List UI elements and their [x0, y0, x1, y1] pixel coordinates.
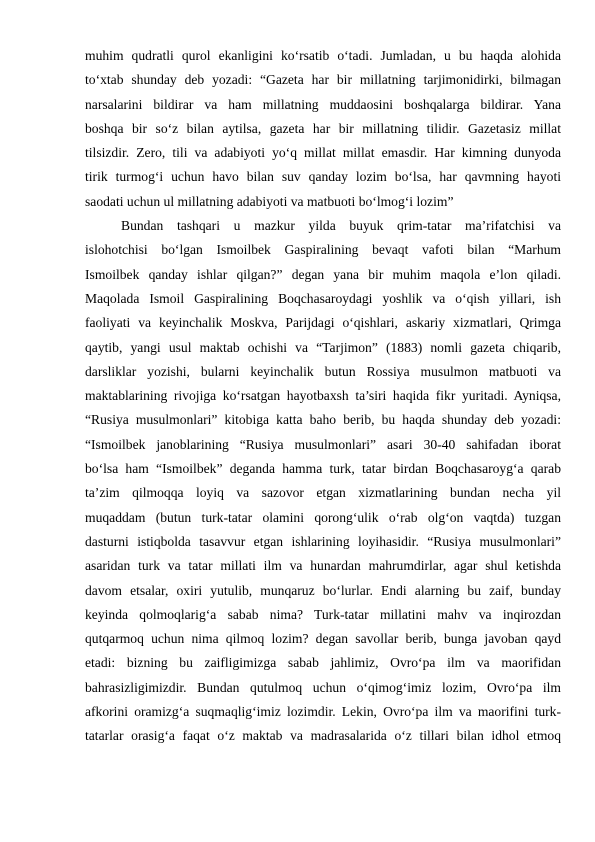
text-line: Maqolada Ismoil Gaspiralining Boqchasaroydagi yoshlik va o‘qish yillari, ish: [85, 290, 561, 306]
text-line: faoliyati va keyinchalik Moskva, Parijdagi o‘qishlari, askariy xizmatlari, Qrimga: [85, 315, 561, 331]
paragraph-2: [85, 214, 561, 749]
document-page: [85, 44, 561, 749]
text-line: ta’zim qilmoqqa loyiq va sazovor etgan xizmatlarining bundan necha yil: [85, 485, 561, 501]
text-line: bahrasizligimizdir. Bundan qutulmoq uchun o‘qimog‘imiz lozim, Ovro‘pa ilm: [85, 679, 561, 695]
text-line: tatarlar orasig‘a faqat o‘z maktab va madrasalarida o‘z tillari bilan idhol etmoq: [85, 728, 561, 744]
text-line: keyinda qolmoqlarig‘a sabab nima? Turk-tatar millatini mahv va inqirozdan: [85, 606, 561, 622]
text-line: qaytib, yangi usul maktab ochishi va “Tarjimon” (1883) nomli gazeta chiqarib,: [85, 339, 561, 355]
text-line: darsliklar yozishi, bularni keyinchalik butun Rossiya musulmon matbuoti va: [85, 363, 561, 379]
text-line: muhim qudratli qurol ekanligini ko‘rsatib o‘tadi. Jumladan, u bu haqda alohida: [85, 48, 561, 63]
text-line: davom etsalar, oxiri yutulib, munqaruz bo‘lurlar. Endi alarning bu zaif, bunday: [85, 582, 561, 598]
text-line: maktablarining rivojiga ko‘rsatgan hayotbaxsh ta’siri haqida fikr yuritadi. Ayniqsa,: [85, 388, 561, 404]
text-line: qutqarmoq uchun nima qilmoq lozim? degan savollar berib, bunga javoban qayd: [85, 631, 561, 647]
text-line: muqaddam (butun turk-tatar olamini qorong‘ulik o‘rab olg‘on vaqtda) tuzgan: [85, 509, 561, 525]
text-line: bo‘lsa ham “Ismoilbek” deganda hamma turk, tatar birdan Boqchasaroyg‘a qarab: [85, 461, 561, 477]
text-line: “Rusiya musulmonlari” kitobiga katta baho berib, bu haqda shunday deb yozadi:: [85, 412, 561, 428]
paragraph-1: [85, 44, 561, 214]
text-line: tirik turmog‘i uchun havo bilan suv qanday lozim bo‘lsa, har qavmning hayoti: [85, 169, 561, 185]
text-line: tilsizdir. Zero, tili va adabiyoti yo‘q millat millat emasdir. Har kimning dunyoda: [85, 145, 561, 161]
text-line: islohotchisi bo‘lgan Ismoilbek Gaspiralining bevaqt vafoti bilan “Marhum: [85, 242, 561, 258]
text-line: boshqa bir so‘z bilan aytilsa, gazeta har bir millatning tilidir. Gazetasiz millat: [85, 120, 561, 136]
text-line: Ismoilbek qanday ishlar qilgan?” degan yana bir muhim maqola e’lon qiladi.: [85, 266, 561, 282]
text-line: narsalarini bildirar va ham millatning muddaosini boshqalarga bildirar. Yana: [85, 96, 561, 112]
text-line: to‘xtab shunday deb yozadi: “Gazeta har bir millatning tarjimonidirki, bilmagan: [85, 72, 561, 88]
text-line: afkorini oramizg‘a suqmaqlig‘imiz lozimdir. Lekin, Ovro‘pa ilm va maorifini turk-: [85, 704, 561, 720]
text-line: dasturni istiqbolda tasavvur etgan ishlarining loyihasidir. “Rusiya musulmonlari”: [85, 533, 561, 549]
text-line: “Ismoilbek janoblarining “Rusiya musulmonlari” asari 30-40 sahifadan iborat: [85, 436, 561, 452]
text-line: etadi: bizning bu zaifligimizga sabab jahlimiz, Ovro‘pa ilm va maorifidan: [85, 655, 561, 671]
text-line: Bundan tashqari u mazkur yilda buyuk qrim-tatar ma’rifatchisi va: [121, 218, 561, 234]
text-line: asaridan turk va tatar millati ilm va hunardan mahrumdirlar, agar shul ketishda: [85, 558, 561, 574]
text-line: saodati uchun ul millatning adabiyoti va matbuoti bo‘lmog‘i lozim”: [85, 193, 454, 209]
